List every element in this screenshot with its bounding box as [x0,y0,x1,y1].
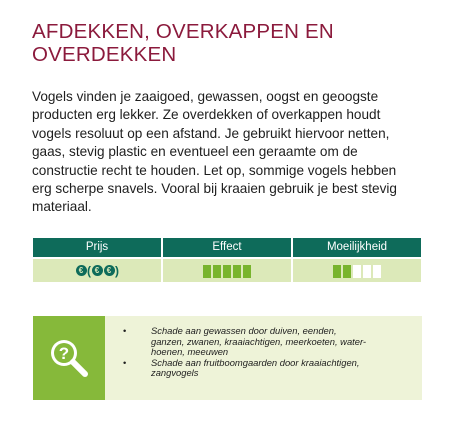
magnifier-question-icon [47,336,91,380]
info-line: Schade aan fruitboomgaarden door kraaiachtigen, [151,356,360,368]
body-paragraph [32,88,427,217]
info-list [123,326,408,379]
info-line: Schade aan gewassen door duiven, eenden, [151,325,337,336]
rating-header-effect: Effect [163,238,291,257]
effect-bar-filled [233,265,241,278]
euro-icon: € [104,265,115,276]
price-close-paren: ) [115,263,119,278]
title-line: AFDEKKEN, OVERKAPPEN EN [32,20,334,43]
rating-header-difficulty: Moeilijkheid [293,238,421,257]
body-line: producten erg lekker. Ze overdekken of overkappen houdt [32,107,381,123]
info-line: hoenen, meeuwen [151,346,229,358]
info-list-item [123,326,408,358]
difficulty-bar-empty [363,265,371,278]
euro-icon: € [76,265,87,276]
difficulty-bar-empty [373,265,381,278]
info-list-item [123,358,408,379]
effect-rating-bars [203,264,251,278]
difficulty-rating-bars [333,264,381,278]
body-line: vogels resoluut op een afstand. Je gebruikt hiervoor netten, [32,125,390,141]
info-line: ganzen, zwanen, kraaiachtigen, meerkoeten, water- [151,335,367,347]
info-icon-panel [33,316,105,400]
effect-cell [163,259,291,282]
title-line: OVERDEKKEN [32,43,177,66]
effect-bar-filled [213,265,221,278]
difficulty-cell [293,259,421,282]
svg-text:?: ? [58,344,70,363]
effect-bar-filled [203,265,211,278]
price-cell [33,259,161,282]
body-line: Vogels vinden je zaaigoed, gewassen, oogst en geoogste [32,89,379,104]
bullet: • [123,325,127,336]
body-line: materiaal. [32,199,92,215]
info-line: zangvogels [151,367,199,379]
body-line: erg scherpe snavels. Vooral bij kraaien gebruik je best stevig [32,181,397,197]
body-line: gaas, stevig plastic en eventueel een geraamte om de [32,144,358,160]
rating-table [33,238,421,282]
difficulty-bar-filled [333,265,341,278]
effect-bar-filled [243,265,251,278]
page-title [32,20,432,66]
rating-header-price: Prijs [33,238,161,257]
difficulty-bar-filled [343,265,351,278]
difficulty-bar-empty [353,265,361,278]
rating-value-row [33,259,421,282]
rating-header-row [33,238,421,257]
body-line: constructie recht te houden. Let op, sommige vogels hebben [32,162,397,178]
bullet: • [123,356,127,368]
effect-bar-filled [223,265,231,278]
euro-icon: € [92,265,103,276]
price-open-paren: ( [87,263,91,278]
price-rating [75,265,119,277]
info-box [33,316,422,400]
